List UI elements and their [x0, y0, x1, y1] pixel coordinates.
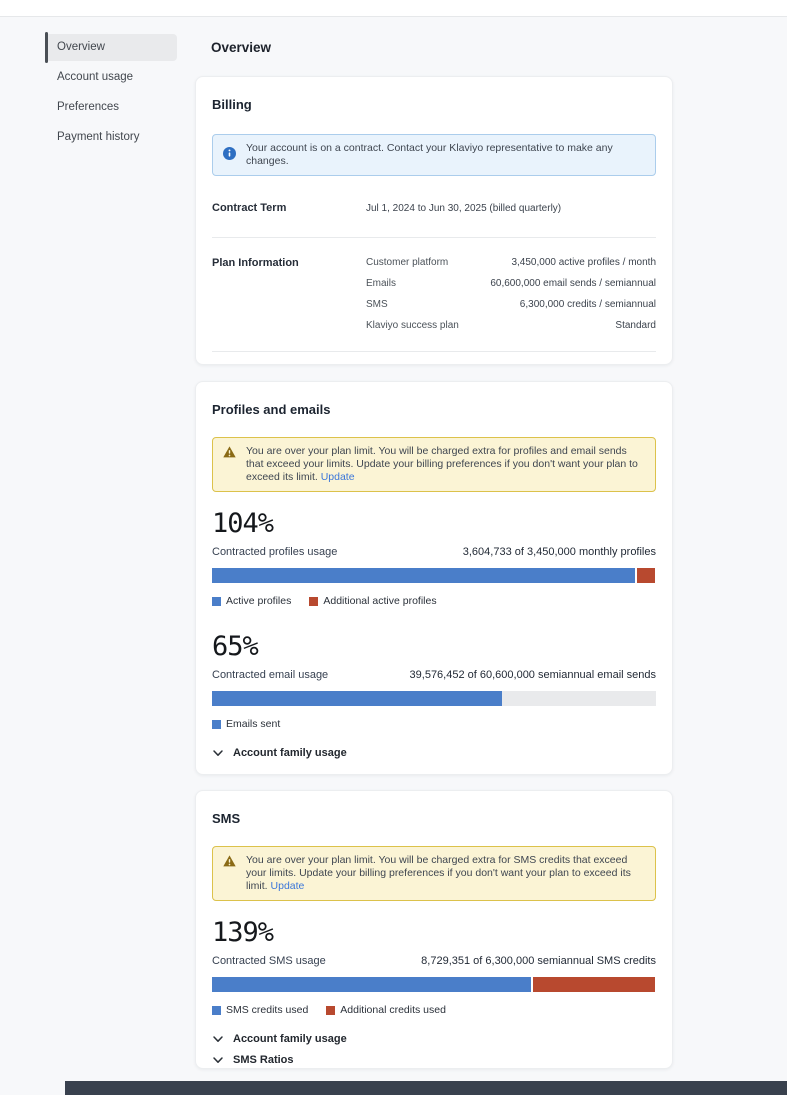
- plan-information-label: Plan Information: [212, 257, 299, 269]
- account-family-usage-toggle[interactable]: [212, 747, 656, 759]
- profiles-emails-card-title: Profiles and emails: [212, 402, 331, 417]
- settings-sidebar: [45, 34, 177, 154]
- profiles-usage-label: Contracted profiles usage: [212, 546, 338, 558]
- sms-legend: [212, 1004, 656, 1016]
- plan-line-customer-platform: [366, 257, 656, 268]
- plan-name: Klaviyo success plan: [366, 320, 459, 331]
- email-usage-percent: 65%: [212, 631, 258, 662]
- sidebar-item-label: Overview: [57, 41, 105, 53]
- sms-warning-text: [246, 854, 645, 893]
- sms-usage-percent: 139%: [212, 917, 274, 948]
- profiles-warning-text: [246, 445, 645, 484]
- email-bar-remaining-segment: [502, 691, 656, 706]
- sidebar-item-label: Preferences: [57, 101, 120, 113]
- legend-item-active-profiles: [212, 595, 291, 607]
- warning-message: You are over your plan limit. You will be charged extra for SMS credits that exceed your limits. Update your billing preferences if you don't want your plan to exceed its limit.: [246, 854, 631, 892]
- page-title: Overview: [211, 40, 272, 55]
- legend-swatch-blue: [212, 720, 221, 729]
- top-bar: [0, 0, 787, 17]
- legend-swatch-red: [309, 597, 318, 606]
- chevron-down-icon: [212, 1054, 224, 1066]
- profiles-usage-percent: 104%: [212, 508, 274, 539]
- sms-ratios-toggle[interactable]: [212, 1054, 656, 1066]
- profiles-usage-head: [212, 546, 656, 558]
- divider: [212, 237, 656, 238]
- legend-label: SMS credits used: [226, 1004, 309, 1016]
- sidebar-item-label: Payment history: [57, 131, 140, 143]
- profiles-emails-card: [195, 381, 673, 775]
- collapse-label: Account family usage: [233, 747, 347, 759]
- sidebar-item-overview[interactable]: [45, 34, 177, 61]
- plan-line-emails: [366, 278, 656, 289]
- collapse-label: SMS Ratios: [233, 1054, 294, 1066]
- legend-swatch-blue: [212, 1006, 221, 1015]
- email-usage-bar: [212, 691, 656, 706]
- legend-swatch-red: [326, 1006, 335, 1015]
- legend-label: Additional active profiles: [323, 595, 437, 607]
- sms-account-family-usage-toggle[interactable]: [212, 1033, 656, 1045]
- warning-icon: [223, 446, 236, 462]
- legend-label: Active profiles: [226, 595, 292, 607]
- profiles-usage-bar: [212, 568, 656, 583]
- profiles-bar-used-segment: [212, 568, 635, 583]
- sidebar-item-label: Account usage: [57, 71, 134, 83]
- sms-bar-used-segment: [212, 977, 531, 992]
- collapse-label: Account family usage: [233, 1033, 347, 1045]
- profiles-bar-overage-segment: [637, 568, 656, 583]
- sms-bar-overage-segment: [533, 977, 656, 992]
- legend-label: Emails sent: [226, 718, 281, 730]
- legend-item-sms-credits-used: [212, 1004, 308, 1016]
- sms-warning-banner: [212, 846, 656, 901]
- chevron-down-icon: [212, 747, 224, 759]
- plan-information-row: [212, 257, 656, 341]
- warning-icon: [223, 855, 236, 871]
- contract-term-row: [212, 202, 656, 214]
- active-indicator: [45, 32, 48, 63]
- legend-item-additional-active-profiles: [309, 595, 436, 607]
- contract-info-text: Your account is on a contract. Contact your Klaviyo representative to make any changes.: [246, 142, 613, 167]
- sidebar-item-account-usage[interactable]: [45, 64, 177, 91]
- bottom-dark-strip: [65, 1081, 787, 1095]
- update-billing-link[interactable]: Update: [270, 880, 305, 892]
- legend-item-emails-sent: [212, 718, 280, 730]
- plan-name: SMS: [366, 299, 388, 310]
- profiles-usage-detail: 3,604,733 of 3,450,000 monthly profiles: [462, 546, 656, 558]
- sms-usage-head: [212, 955, 656, 967]
- sms-card-title: SMS: [212, 811, 241, 826]
- sms-usage-label: Contracted SMS usage: [212, 955, 326, 967]
- contract-term-label: Contract Term: [212, 202, 287, 214]
- plan-line-success-plan: [366, 320, 656, 331]
- plan-value: 6,300,000 credits / semiannual: [519, 299, 656, 310]
- billing-card: [195, 76, 673, 365]
- sms-usage-detail: 8,729,351 of 6,300,000 semiannual SMS credits: [421, 955, 656, 967]
- contract-info-banner: [212, 134, 656, 176]
- plan-value: Standard: [615, 320, 656, 331]
- divider: [212, 351, 656, 352]
- plan-name: Customer platform: [366, 257, 449, 268]
- profiles-legend: [212, 595, 656, 607]
- chevron-down-icon: [212, 1033, 224, 1045]
- plan-name: Emails: [366, 278, 397, 289]
- sidebar-item-preferences[interactable]: [45, 94, 177, 121]
- sms-card: [195, 790, 673, 1069]
- plan-value: 3,450,000 active profiles / month: [511, 257, 656, 268]
- warning-message: You are over your plan limit. You will be charged extra for profiles and email sends that exceed your limits. Update your billing preferences if you don't want your plan to exceed its limit.: [246, 445, 638, 483]
- legend-item-additional-credits-used: [326, 1004, 446, 1016]
- email-legend: [212, 718, 656, 730]
- sms-usage-bar: [212, 977, 656, 992]
- legend-swatch-blue: [212, 597, 221, 606]
- sidebar-item-payment-history[interactable]: [45, 124, 177, 151]
- update-billing-link[interactable]: Update: [320, 471, 355, 483]
- email-usage-head: [212, 669, 656, 681]
- plan-value: 60,600,000 email sends / semiannual: [490, 278, 656, 289]
- contract-term-value: Jul 1, 2024 to Jun 30, 2025 (billed quarterly): [366, 203, 562, 214]
- email-usage-label: Contracted email usage: [212, 669, 329, 681]
- email-usage-detail: 39,576,452 of 60,600,000 semiannual email sends: [409, 669, 656, 681]
- info-icon: [223, 147, 236, 164]
- profiles-warning-banner: [212, 437, 656, 492]
- billing-card-title: Billing: [212, 97, 252, 112]
- plan-line-sms: [366, 299, 656, 310]
- legend-label: Additional credits used: [340, 1004, 446, 1016]
- email-bar-used-segment: [212, 691, 502, 706]
